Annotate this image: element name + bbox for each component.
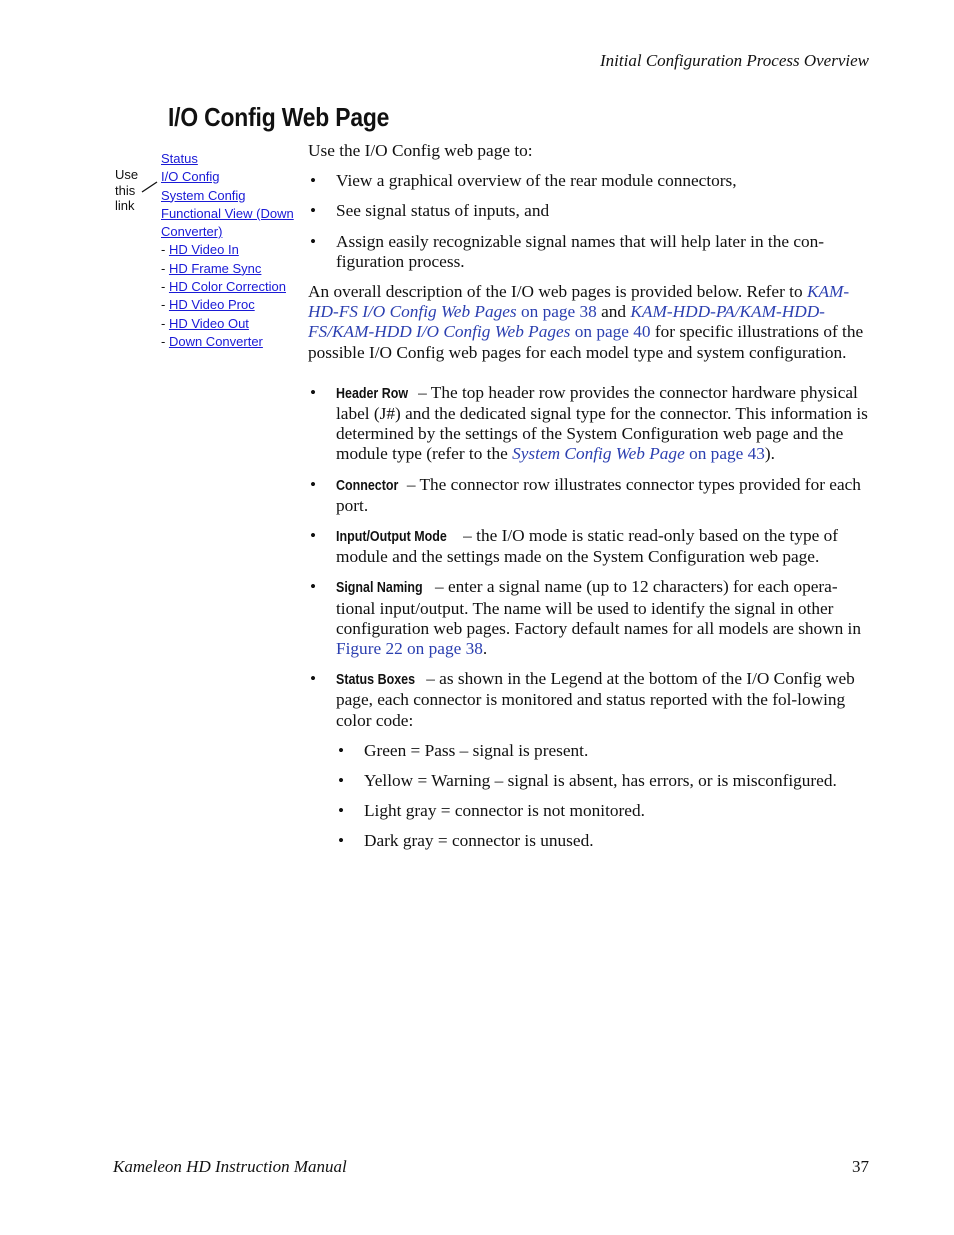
definition-text: ).	[764, 444, 775, 464]
intro-paragraph: Use the I/O Config web page to:	[308, 141, 533, 160]
color-code-item: • Light gray = connector is not monitored.	[336, 801, 874, 821]
color-code-item: • Yellow = Warning – signal is absent, has errors, or is misconfigured.	[336, 771, 874, 791]
callout-pointer-icon	[140, 180, 160, 194]
xref-kam-hdd-pages[interactable]: KAM-HDD-PA/KAM-HDD-FS/KAM-HDD I/O Config Web Pages	[308, 302, 825, 342]
main-content	[308, 141, 874, 862]
nav-dash: -	[161, 279, 169, 295]
nav-link-hd-video-proc[interactable]: HD Video Proc	[168, 297, 255, 313]
nav-dash: -	[161, 260, 169, 276]
xref-page-43[interactable]: on page 43	[684, 444, 765, 464]
overview-paragraph	[308, 282, 874, 363]
xref-kam-hd-fs-pages[interactable]: KAM-HD-FS I/O Config Web Pages	[308, 282, 850, 322]
term-label: Status Boxes	[336, 672, 416, 689]
definition-text: – The top header row provides the connector hardware physical label (J#) and the dedicated signal type for the connector. This information is determined by the settings of the System Configuration web page and the module type (refer to the	[336, 382, 868, 464]
color-code-item: • Green = Pass – signal is present.	[336, 741, 874, 761]
nav-dash: -	[161, 333, 169, 349]
xref-page-40[interactable]: on page 40	[570, 322, 651, 342]
definition-text: – the I/O mode is static read-only based on the type of module and the settings made on the System Configuration web page.	[336, 526, 838, 567]
definition-connector	[308, 475, 874, 516]
definition-text: – as shown in the Legend at the bottom of the I/O Config web page, each connector is monitored and status reported with the fol-lowing color code:	[336, 669, 855, 730]
definition-header-row	[308, 383, 874, 465]
intro-bullet: • View a graphical overview of the rear module connectors,	[308, 171, 874, 191]
nav-dash: -	[161, 242, 169, 258]
callout-line-3: link	[115, 198, 135, 213]
definition-list	[308, 383, 874, 852]
color-code-item: • Dark gray = connector is unused.	[336, 831, 874, 851]
intro-bullet: • Assign easily recognizable signal names that will help later in the con-figuration process.	[308, 232, 874, 272]
footer-manual-title: Kameleon HD Instruction Manual	[113, 1157, 347, 1176]
callout-label	[115, 167, 138, 214]
intro-bullet-list	[308, 171, 874, 272]
definition-signal-naming	[308, 577, 874, 659]
section-title: I/O Config Web Page	[168, 102, 390, 132]
definition-text: – enter a signal name (up to 12 characters) for each opera-tional input/output. The name will be used to identify the signal in other configuration web pages. Factory default names for all models are shown in	[336, 577, 862, 638]
nav-link-functional-view-line1[interactable]: Functional View (Down	[161, 205, 294, 221]
overview-text: An overall description of the I/O web pages is provided below. Refer to	[308, 282, 807, 302]
color-code-list	[336, 741, 874, 852]
running-head: Initial Configuration Process Overview	[600, 51, 869, 70]
term-label: Connector	[336, 477, 399, 494]
overview-text: and	[596, 302, 631, 322]
nav-link-system-config[interactable]: System Config	[161, 187, 246, 203]
xref-system-config-page[interactable]: System Config Web Page	[512, 444, 685, 464]
definition-status-boxes	[308, 669, 874, 851]
footer-page-number: 37	[852, 1157, 869, 1176]
nav-link-status[interactable]: Status	[161, 151, 198, 166]
term-label: Input/Output Mode	[336, 529, 447, 546]
nav-link-functional-view[interactable]	[161, 205, 306, 242]
definition-text: .	[482, 639, 488, 659]
callout-line-1: Use	[115, 167, 139, 182]
nav-link-down-converter[interactable]: Down Converter	[168, 333, 263, 349]
nav-link-hd-video-out[interactable]: HD Video Out	[168, 315, 249, 331]
nav-link-hd-video-in[interactable]: HD Video In	[168, 242, 239, 258]
xref-page-38[interactable]: on page 38	[516, 302, 597, 322]
nav-link-io-config[interactable]: I/O Config	[161, 169, 220, 185]
nav-link-functional-view-line2[interactable]: Converter)	[161, 224, 223, 240]
nav-dash: -	[161, 315, 169, 331]
intro-bullet: • See signal status of inputs, and	[308, 201, 874, 221]
xref-figure-22[interactable]: Figure 22 on page 38	[336, 639, 483, 659]
definition-text: – The connector row illustrates connector types provided for each port.	[336, 474, 861, 515]
callout-line-2: this	[115, 182, 136, 198]
nav-link-hd-color-correction[interactable]: HD Color Correction	[168, 279, 286, 295]
overview-text: for specific illustrations of the possible I/O Config web pages for each model type and system configuration.	[308, 322, 864, 362]
nav-dash: -	[161, 297, 169, 313]
web-page-nav	[161, 150, 306, 351]
term-label: Signal Naming	[336, 580, 423, 597]
nav-link-hd-frame-sync[interactable]: HD Frame Sync	[168, 260, 262, 276]
term-label: Header Row	[336, 385, 409, 402]
definition-io-mode	[308, 526, 874, 567]
